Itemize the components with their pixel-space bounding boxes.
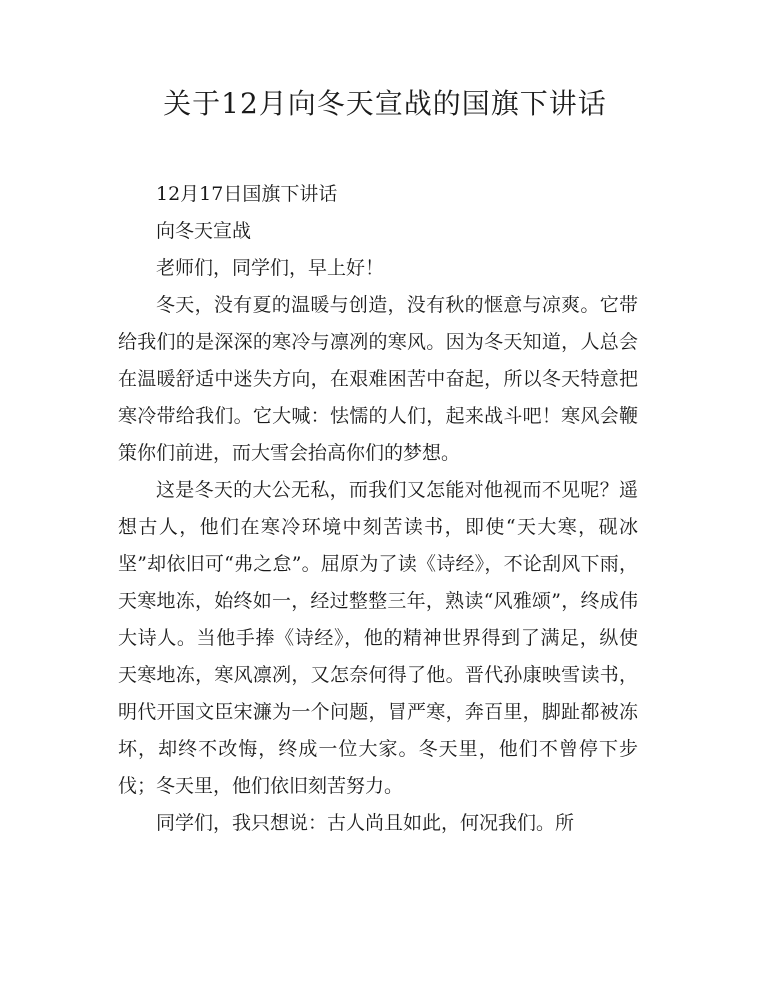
paragraph-date-line: 12月17日国旗下讲话 [156, 183, 338, 205]
document-body [118, 176, 638, 842]
paragraph-subtitle: 向冬天宣战 [156, 220, 252, 242]
paragraph-closing-start: 同学们，我只想说：古人尚且如此，何况我们。所 [156, 812, 575, 834]
page-title: 关于12月向冬天宣战的国旗下讲话 [163, 87, 607, 120]
paragraph-ancient-examples: 这是冬天的大公无私，而我们又怎能对他视而不见呢？遥想古人，他们在寒冷环境中刻苦读书，即使“天大寒，砚冰坚”却依旧可“弗之怠”。屈原为了读《诗经》，不论刮风下雨，天寒地冻，始终如一，经过整整三年，熟读“风雅颂”，终成伟大诗人。当他手捧《诗经》，他的精神世界得到了满足，纵使天寒地冻，寒风凛冽，又怎奈何得了他。晋代孙康映雪读书，明代开国文臣宋濂为一个问题，冒严寒，奔百里，脚趾都被冻坏，却终不改悔，终成一位大家。冬天里，他们不曾停下步伐；冬天里，他们依旧刻苦努力。 [118, 479, 638, 797]
paragraph-winter-intro: 冬天，没有夏的温暖与创造，没有秋的惬意与凉爽。它带给我们的是深深的寒冷与凛冽的寒风。因为冬天知道，人总会在温暖舒适中迷失方向，在艰难困苦中奋起，所以冬天特意把寒冷带给我们。它大喊：怯懦的人们，起来战斗吧！寒风会鞭策你们前进，而大雪会抬高你们的梦想。 [118, 294, 638, 464]
paragraph-greeting: 老师们，同学们，早上好！ [156, 257, 385, 279]
